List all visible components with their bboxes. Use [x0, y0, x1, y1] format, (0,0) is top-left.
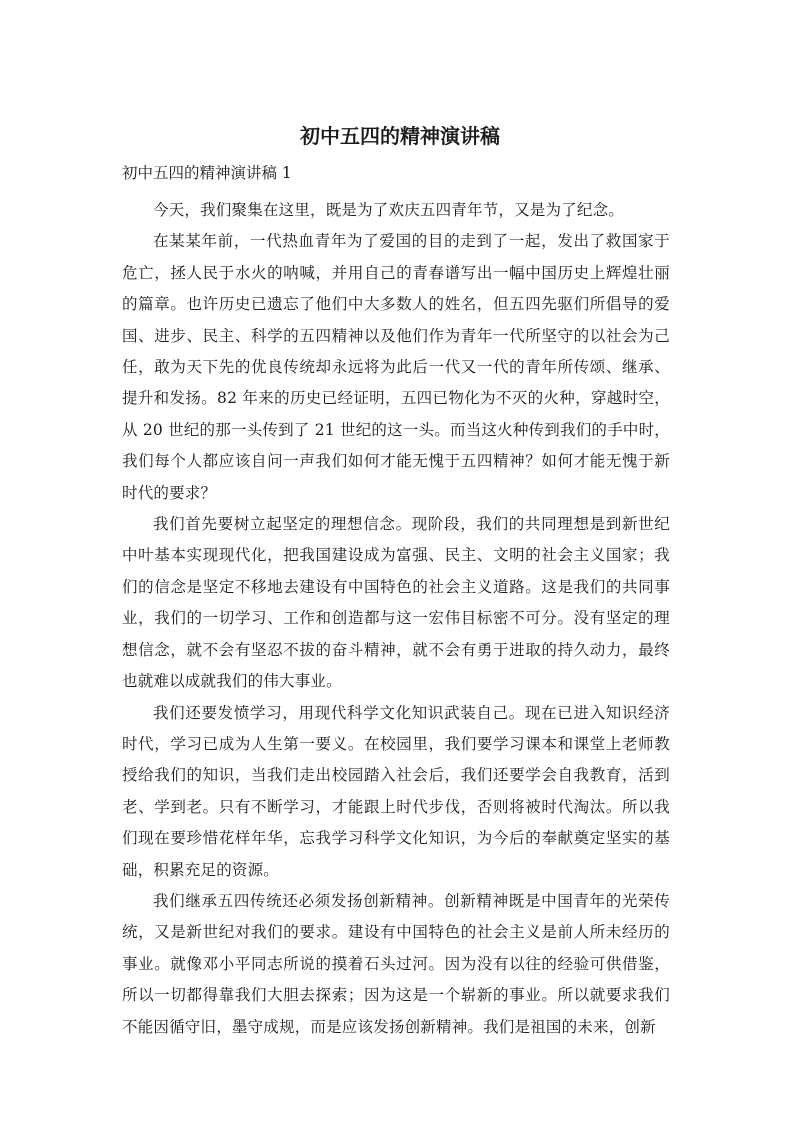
section-heading: 初中五四的精神演讲稿 1	[122, 164, 292, 182]
document-title: 初中五四的精神演讲稿	[300, 124, 500, 148]
paragraph-ideals: 我们首先要树立起坚定的理想信念。现阶段，我们的共同理想是到新世纪中叶基本实现现代化，把我国建设成为富强、民主、文明的社会主义国家；我们的信念是坚定不移地去建设有中国特色的社会主义道路。这是我们的共同事业，我们的一切学习、工作和创造都与这一宏伟目标密不可分。没有坚定的理想信念，就不会有坚忍不拔的奋斗精神，就不会有勇于进取的持久动力，最终也就难以成就我们的伟大事业。	[122, 515, 670, 691]
paragraph-intro: 今天，我们聚集在这里，既是为了欢庆五四青年节，又是为了纪念。	[153, 201, 625, 219]
document-body	[122, 195, 670, 1043]
paragraph-study: 我们还要发愤学习，用现代科学文化知识武装自己。现在已进入知识经济时代，学习已成为人生第一要义。在校园里，我们要学习课本和课堂上老师教授给我们的知识，当我们走出校园踏入社会后，我们还要学会自我教育，活到老、学到老。只有不断学习，才能跟上时代步伐，否则将被时代淘汰。所以我们现在要珍惜花样年华，忘我学习科学文化知识，为今后的奉献奠定坚实的基础，积累充足的资源。	[122, 703, 670, 879]
paragraph-history: 在某某年前，一代热血青年为了爱国的目的走到了一起，发出了救国家于危亡，拯人民于水火的呐喊，并用自己的青春谱写出一幅中国历史上辉煌壮丽的篇章。也许历史已遗忘了他们中大多数人的姓名，但五四先驱们所倡导的爱国、进步、民主、科学的五四精神以及他们作为青年一代所坚守的以社会为己任，敢为天下先的优良传统却永远将为此后一代又一代的青年所传颂、继承、提升和发扬。82 年来的历史已经证明，五四已物化为不灭的火种，穿越时空，从 20 世纪的那一头传到了 21 世纪的这一头。而当这火种传到我们的手中时，我们每个人都应该自问一声我们如何才能无愧于五四精神？如何才能无愧于新时代的要求？	[122, 232, 670, 502]
paragraph-innovation: 我们继承五四传统还必须发扬创新精神。创新精神既是中国青年的光荣传统，又是新世纪对我们的要求。建设有中国特色的社会主义是前人所未经历的事业。就像邓小平同志所说的摸着石头过河。因为没有以往的经验可供借鉴，所以一切都得靠我们大胆去探索；因为这是一个崭新的事业。所以就要求我们不能因循守旧，墨守成规，而是应该发扬创新精神。我们是祖国的未来，创新	[122, 891, 670, 1036]
